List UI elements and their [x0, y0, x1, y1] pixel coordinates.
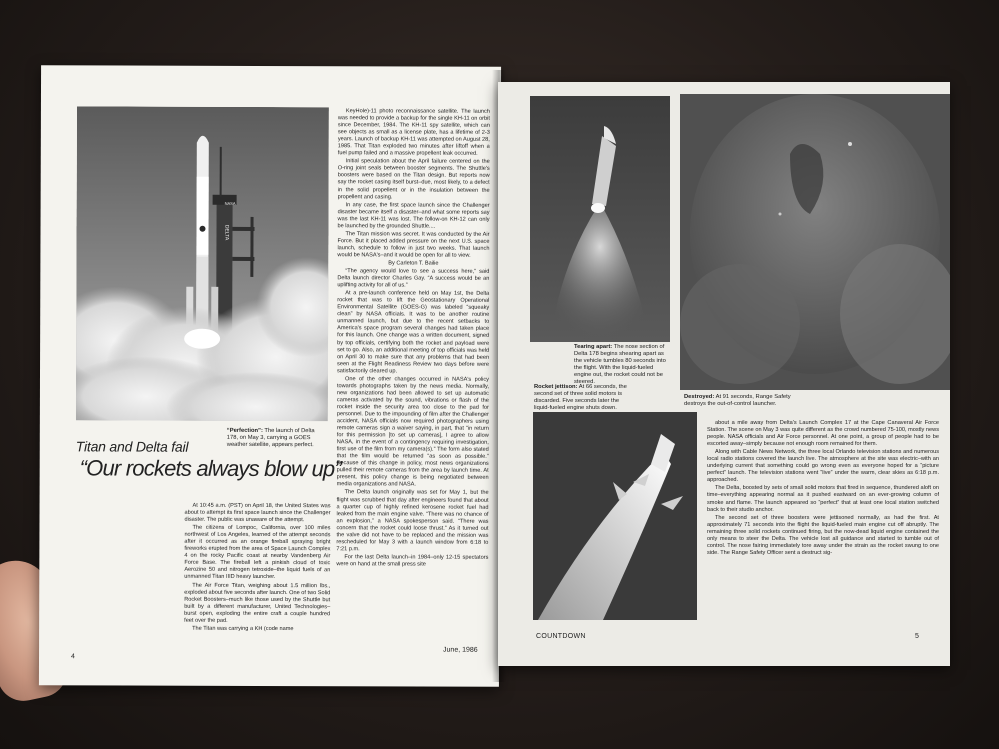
paragraph: Along with Cable News Network, the three local Orlando television stations and numerous local radio stations covered the launch live. The atmosphere at the site was electric–with an underlying current that something could go wrong even as everyone hoped for a “picture perfect” launch. The television stations went “live” under the warm, clear skies as 6:18 p.m. approached.: [707, 449, 939, 484]
delta-launch-photo: [76, 106, 329, 421]
paragraph: The Air Force Titan, weighing about 1.5 million lbs., exploded about five seconds after launch. One of two Solid Rocket Boosters–much like those used by the Shuttle but built by a different manufacturer, United Technologies–burst open, exploding the entire craft a couple hundred feet over the pad.: [184, 582, 331, 624]
paragraph: KeyHole)-11 photo reconnaissance satellite. The launch was needed to provide a backup for the single KH-11 on orbit since December, 1984. The KH-11 spy satellite, which can see objects as small as a license plate, has a lifetime of 2-3 years. Launch of backup KH-11 was attempted on August 28, 1985. That Titan exploded two minutes after liftoff when a fuel pump failed and a massive propellent leak occurred.: [337, 108, 490, 158]
caption-tearing-apart: Tearing apart: The nose section of Delta 178 begins shearing apart as the vehicle tumbles 80 seconds into the flight. With the liquid-fueled engine out, the rocket could not be steered.: [574, 344, 666, 385]
article-column-2: [336, 108, 490, 643]
magazine-page-right: [498, 82, 950, 666]
paragraph: One of the other changes occurred in NASA's policy towards photographs taken by the news media. Normally, new organizations had been allowed to set up automatic cameras activated by the sound, vibrations or flash of the rocket inside the security area too close to the pad for personnel. Due to the impounding of film after the Challenger accident, NASA officials now required photographers using remote cameras sign a waiver saying, in part, that “in return for this permission [to set up cameras], I agree to allow NASA, in the event of a contingency requiring investigation, first use of the film from my camera(s).” The form also stated that the film would be returned “as soon as possible.” Because of this change in policy, most news organizations pulled their remote cameras from the area by launch time. At present, this policy change is being negotiated between media organizations and NASA.: [336, 375, 489, 488]
paragraph: At 10:45 a.m. (PST) on April 18, the United States was about to attempt its first space launch since the Challenger disaster. The public was unaware of the attempt.: [184, 502, 331, 524]
page-number-left: 4: [71, 653, 75, 661]
paragraph: In any case, the first space launch since the Challenger disaster became itself a disaster–and what some reports say was the last KH-11 was lost. The follow-on KH-12 can only be launched by the grounded Shuttle....: [337, 201, 490, 230]
rocket-label-delta: DELTA: [223, 224, 230, 241]
issue-date-footer: June, 1986: [443, 646, 478, 654]
paragraph: The Titan mission was secret. It was conducted by the Air Force. But it placed added pressure on the next U.S. space launch, schedule to follow in just two weeks. That launch would be NASA's–and it would be open for all to view.: [337, 231, 490, 259]
paragraph: For the last Delta launch–in 1984–only 12-15 spectators were on hand at the small press site: [336, 554, 489, 568]
tearing-apart-photo: [530, 96, 670, 342]
rocket-jettison-photo: [533, 412, 697, 620]
article-column-3: [707, 420, 939, 634]
paragraph: The second set of three boosters were jettisoned normally, as had the first. At approximately 71 seconds into the flight the liquid-fueled main engine cut off abruptly. The remaining three solid rockets continued firing, but the now-dead liquid engine contained the only means to steer the Delta. The vehicle lost all guidance and started to tumble out of control. The nose fairing immediately tore away under the strain as the rocket swung to one side. The Range Safety Officer sent a destruct sig-: [707, 514, 939, 556]
destroyed-photo: [680, 94, 950, 390]
byline: By Carleton T. Bailie: [388, 260, 439, 267]
caption-destroyed: Destroyed: At 91 seconds, Range Safety destroys the out-of-control launcher.: [684, 394, 791, 407]
paragraph: Initial speculation about the April failure centered on the O-ring joint seals between booster segments. The Shuttle's boosters were based on the Titan design. But reports now say the rocket casing itself burst–due, most likely, to a defect in the solid propellent or in the insulation between the propellent and casing.: [337, 158, 490, 200]
page-number-right: 5: [915, 633, 919, 640]
article-column-1: [184, 503, 330, 634]
paragraph: “The agency would love to see a success here,” said Delta launch director Charles Gay. “A success would be an uplifting activity for all of us.”: [337, 268, 490, 289]
magazine-page-left: [39, 65, 501, 687]
paragraph: The citizens of Lompoc, California, over 100 miles northwest of Los Angeles, learned of the attempt seconds after it occurred as an orange fireball spraying bright fireworks erupted from the area of Space Launch Complex 4 on the rocky Pacific coast at nearby Vandenberg Air Force Base. The fireball left a pinkish cloud of toxic Aerozine 50 and nitrogen tetroxide–the liquid fuels of an unmanned Titan IIID heavy launcher.: [184, 524, 331, 581]
rocket-label-nasa: NASA: [224, 200, 236, 206]
paragraph: At a pre-launch conference held on May 1st, the Delta rocket that was to lift the Geostationary Operational Environmental Satellite (GOES-G) was labeled “squeaky clean” by NASA officials. It was to be another routine unmanned launch, but due to the recent setbacks to America's space program several changes had taken place for this launch. One change was a written document, signed by top officials, certifying both the rocket and payload were set to go. Also, an additional meeting of top officials was held on April 30 to make sure that any problems that had been seen at the Flight Readiness Review two days before were satisfactorily cleared up.: [337, 290, 490, 375]
paragraph: The Titan was carrying a KH (code name: [192, 625, 294, 632]
paragraph: about a mile away from Delta's Launch Complex 17 at the Cape Canaveral Air Force Station. The scene on May 3 was quite different as the crowd numbered 75-100, mostly news people. NASA officials and Air Force personnel. At one point, a group of people had to be escorted away–simply because not enough room remained for them.: [707, 420, 939, 448]
caption-perfection: “Perfection”: The launch of Delta 178, on May 3, carrying a GOES weather satellite, appears perfect.: [226, 427, 315, 449]
headline-main: “Our rockets always blow up”: [79, 455, 341, 482]
magazine-title-footer: COUNTDOWN: [536, 633, 586, 640]
paragraph: The Delta launch originally was set for May 1, but the flight was scrubbed that day after engineers found that about a quarter cup of highly refined kerosene rocket fuel had leaked from the main engine valve. “There was no chance of an explosion,” a NASA spokesperson said. “There was concern that the rocket could loose thrust.” As it turned out the valve did not have to be replaced and the mission was rescheduled for May 3 with a launch window from 6:18 to 7:21 p.m.: [336, 489, 489, 553]
caption-rocket-jettison: Rocket jettison: At 66 seconds, the second set of three solid motors is discarded. Five seconds later the liquid-fueled engine shuts down.: [534, 384, 627, 411]
headline-kicker: Titan and Delta fail: [75, 438, 189, 455]
paragraph: The Delta, boosted by sets of small solid motors that fired in sequence, thundered aloft on time–everything appearing normal as it pushed eastward on an ever-growing column of smoke and flame. The launch appeared so “perfect” that at least one local station switched back to their studio anchor.: [707, 485, 939, 513]
